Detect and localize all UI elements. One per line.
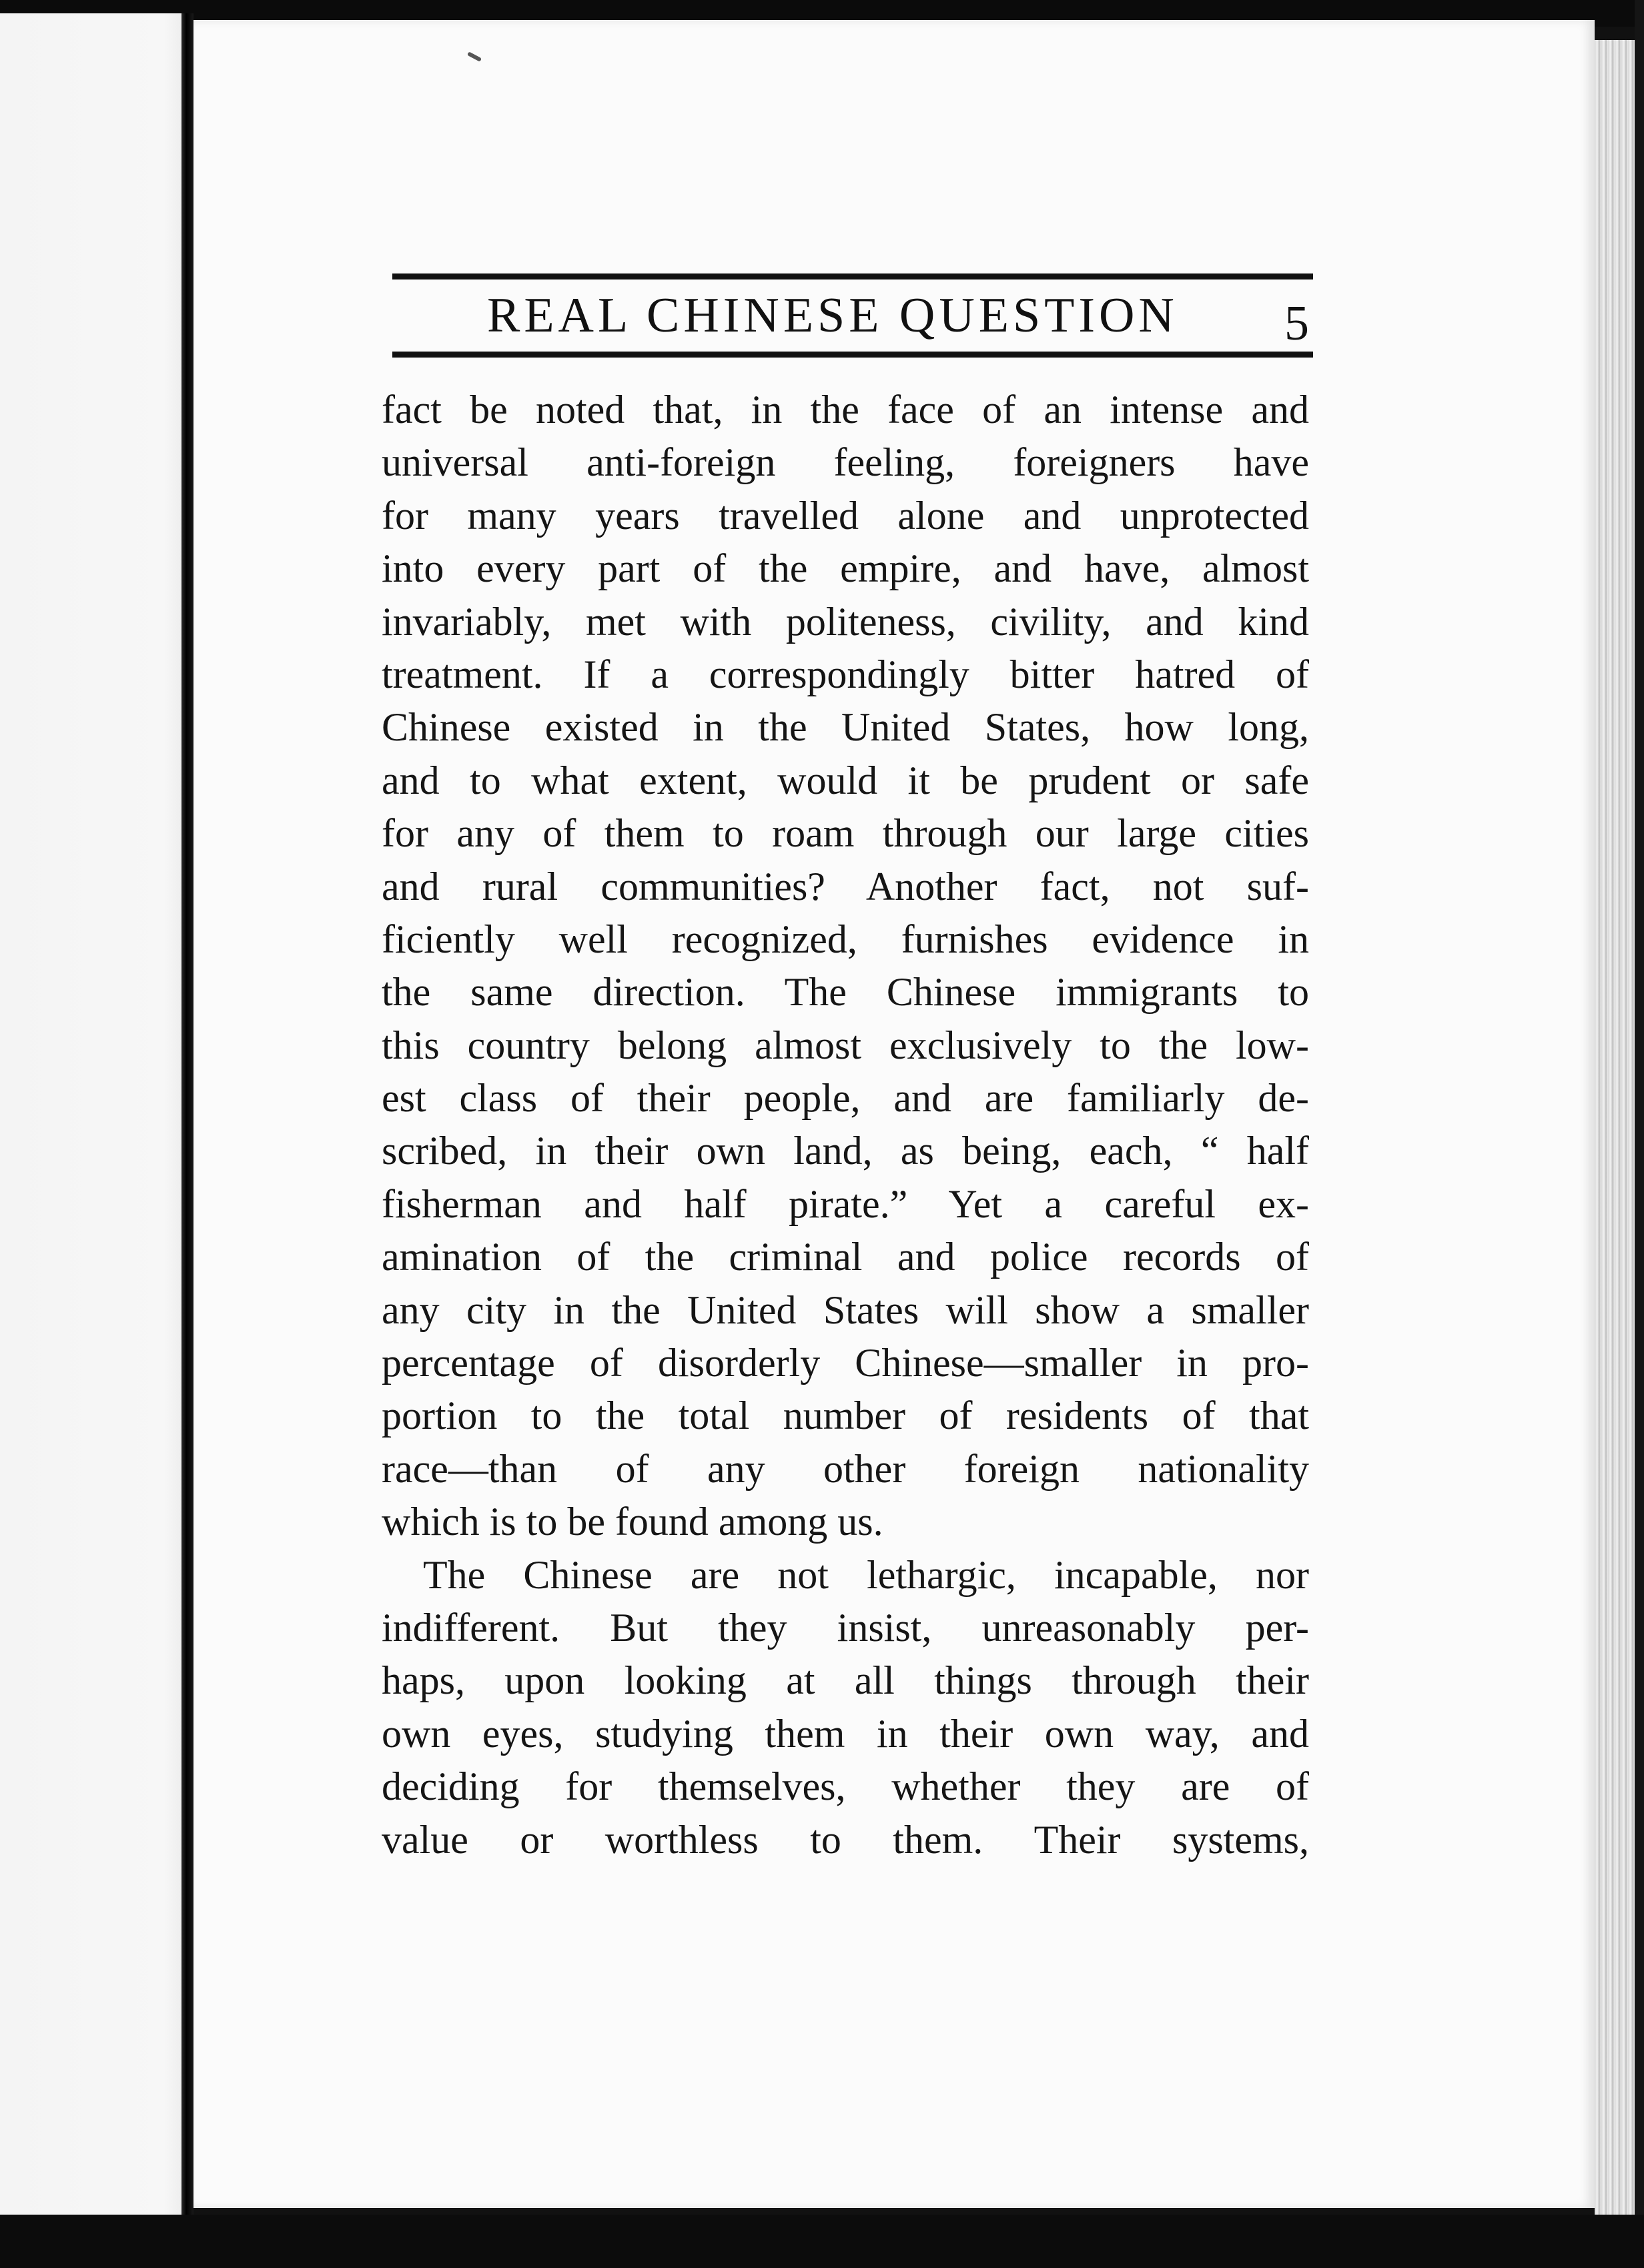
text-line: Chinese existed in the United States, how long, (382, 705, 1309, 750)
page-stack-edges (1595, 40, 1635, 2215)
text-line: percentage of disorderly Chinese—smaller in pro- (382, 1341, 1309, 1385)
text-line: and rural communities? Another fact, not suf- (382, 864, 1309, 909)
paragraph-start-line: The Chinese are not lethargic, incapable, nor (423, 1552, 1309, 1597)
text-line: amination of the criminal and police records of (382, 1235, 1309, 1279)
scan-right-border (1635, 0, 1644, 2268)
text-line: universal anti-foreign feeling, foreigners have (382, 440, 1309, 485)
paragraph-end-line: which is to be found among us. (382, 1500, 883, 1544)
text-line: for any of them to roam through our large cities (382, 811, 1309, 856)
text-line: ficiently well recognized, furnishes evidence in (382, 917, 1309, 961)
text-line: treatment. If a correspondingly bitter hatred of (382, 652, 1309, 696)
text-line: portion to the total number of residents of that (382, 1393, 1309, 1438)
text-line: race—than of any other foreign nationality (382, 1446, 1309, 1491)
text-line: deciding for themselves, whether they are of (382, 1764, 1309, 1809)
text-line: and to what extent, would it be prudent or safe (382, 758, 1309, 802)
text-line: any city in the United States will show a smaller (382, 1287, 1309, 1332)
header-rule-top (392, 273, 1313, 279)
facing-page-edge (0, 13, 193, 2221)
header-rule-bottom (392, 352, 1313, 358)
text-line: est class of their people, and are familiarly de- (382, 1076, 1309, 1121)
body-text (382, 384, 1309, 1866)
scan-bottom-border (0, 2215, 1644, 2268)
running-head-title: REAL CHINESE QUESTION (487, 288, 1178, 343)
text-line: the same direction. The Chinese immigrants to (382, 970, 1309, 1015)
text-line: for many years travelled alone and unprotected (382, 493, 1309, 538)
text-line: into every part of the empire, and have, almost (382, 546, 1309, 591)
text-line: value or worthless to them. Their systems, (382, 1817, 1309, 1862)
text-line: haps, upon looking at all things through their (382, 1658, 1309, 1703)
text-line: scribed, in their own land, as being, each, “ half (382, 1129, 1309, 1173)
text-line: indifferent. But they insist, unreasonably per- (382, 1605, 1309, 1650)
book-spine-shadow (181, 13, 193, 2215)
text-line: fisherman and half pirate.” Yet a careful ex- (382, 1181, 1309, 1226)
page-number: 5 (1284, 296, 1309, 351)
text-line: fact be noted that, in the face of an intense and (382, 388, 1309, 432)
text-line: this country belong almost exclusively to the low- (382, 1023, 1309, 1067)
text-line: own eyes, studying them in their own way, and (382, 1711, 1309, 1756)
text-line: invariably, met with politeness, civility, and kind (382, 599, 1309, 644)
